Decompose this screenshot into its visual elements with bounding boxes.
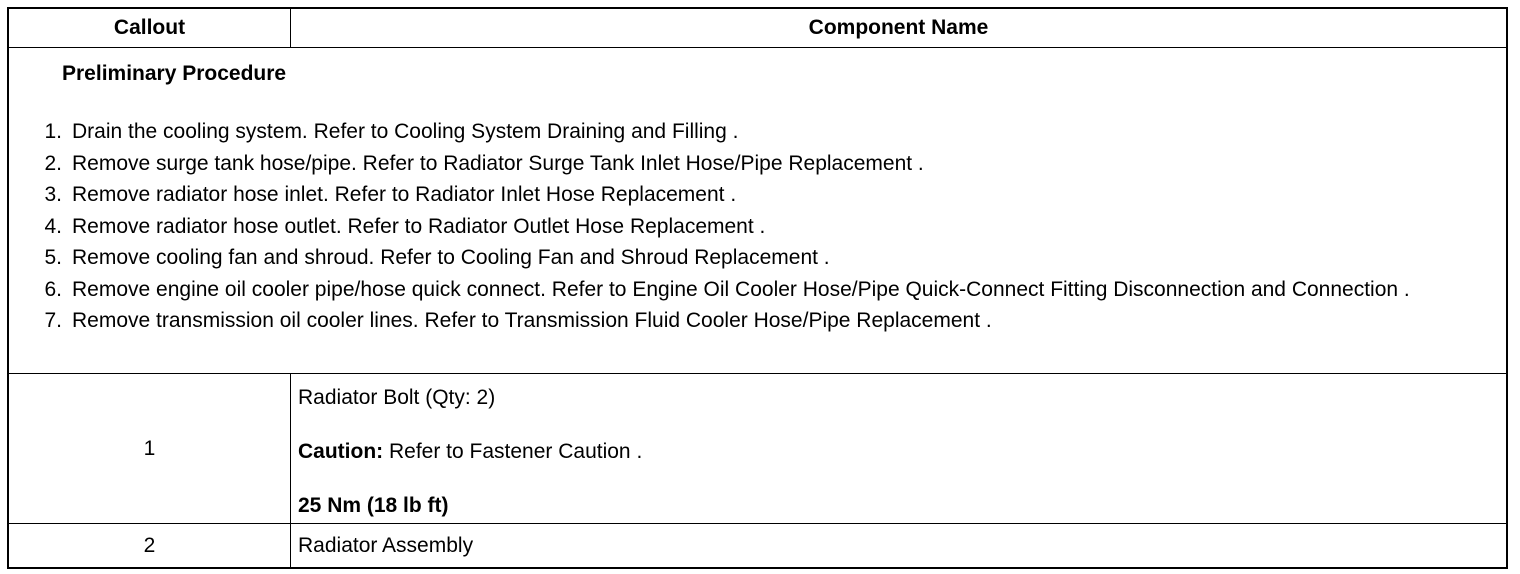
table-row [9, 374, 1506, 524]
preliminary-procedure-row [9, 48, 1506, 374]
list-item [9, 148, 1506, 180]
step-number: 2. [44, 151, 62, 175]
step-text: Remove engine oil cooler pipe/hose quick connect. Refer to Engine Oil Cooler Hose/Pipe Quick-Connect Fitting Disconnection and Connection . [72, 277, 1410, 301]
step-text: Remove surge tank hose/pipe. Refer to Radiator Surge Tank Inlet Hose/Pipe Replacement . [72, 151, 924, 175]
caution-note [298, 440, 642, 464]
component-name: Radiator Bolt (Qty: 2) [298, 386, 496, 409]
header-callout: Callout [9, 9, 291, 47]
caution-text: Refer to Fastener Caution . [383, 440, 643, 463]
list-item [9, 179, 1506, 211]
list-item [9, 242, 1506, 274]
step-number: 6. [44, 277, 62, 301]
step-text: Remove radiator hose inlet. Refer to Radiator Inlet Hose Replacement . [72, 183, 737, 206]
list-item [9, 211, 1506, 243]
step-text: Remove cooling fan and shroud. Refer to Cooling Fan and Shroud Replacement . [72, 246, 830, 269]
step-number: 7. [44, 309, 62, 332]
step-number: 5. [44, 246, 62, 269]
step-number: 1. [44, 120, 62, 143]
component-table [7, 7, 1508, 569]
list-item [9, 274, 1506, 306]
list-item [9, 116, 1506, 148]
procedure-steps-list [9, 116, 1506, 337]
caution-label: Caution: [298, 440, 384, 463]
step-number: 3. [44, 183, 62, 206]
callout-cell: 1 [9, 374, 291, 523]
table-row [9, 524, 1506, 567]
table-header-row [9, 9, 1506, 48]
step-text: Remove radiator hose outlet. Refer to Radiator Outlet Hose Replacement . [72, 214, 766, 238]
component-cell [298, 374, 1506, 523]
step-text: Drain the cooling system. Refer to Cooling System Draining and Filling . [72, 120, 739, 143]
component-cell: Radiator Assembly [298, 533, 474, 557]
step-text: Remove transmission oil cooler lines. Refer to Transmission Fluid Cooler Hose/Pipe Replacement . [72, 309, 992, 332]
step-number: 4. [44, 214, 62, 238]
preliminary-procedure-title: Preliminary Procedure [62, 62, 287, 85]
list-item [9, 305, 1506, 337]
header-component-name: Component Name [808, 16, 989, 39]
torque-spec: 25 Nm (18 lb ft) [298, 494, 449, 517]
callout-cell: 2 [9, 524, 291, 567]
